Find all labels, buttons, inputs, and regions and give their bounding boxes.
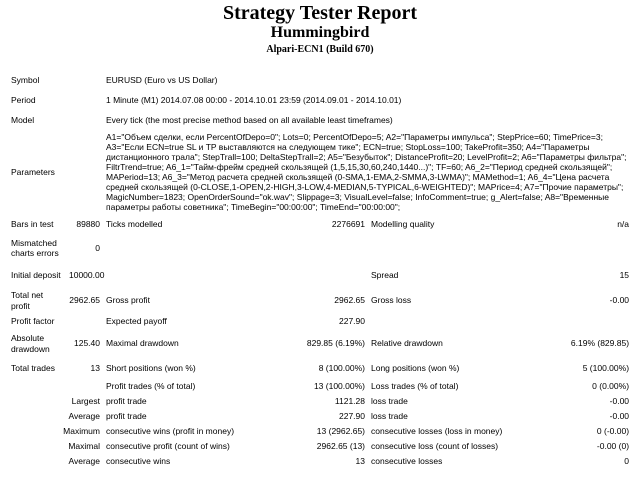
symbol-value: EURUSD (Euro vs US Dollar): [106, 74, 218, 85]
period-value: 1 Minute (M1) 2014.07.08 00:00 - 2014.10.01 23:59 (2014.09.01 - 2014.10.01): [106, 94, 402, 105]
row-profit-factor: [8, 313, 632, 330]
average-profit-value: 227.90: [339, 411, 365, 422]
server-build: Alpari-ECN1 (Build 670): [266, 44, 374, 55]
ticks-value: 2276691: [331, 218, 365, 229]
maximal-profit-value: 2962.65 (13): [316, 441, 365, 452]
deposit-value: 10000.00: [69, 269, 105, 280]
largest-profit-value: 1121.28: [334, 396, 365, 407]
average-loss-value: -0.00: [609, 411, 630, 422]
row-average: [8, 409, 632, 424]
row-symbol: [8, 70, 632, 90]
loss-trades-value: 0 (0.00%): [592, 381, 630, 392]
loss-trades-label: Loss trades (% of total): [371, 381, 459, 392]
gross-loss-label: Gross loss: [371, 295, 412, 306]
parameters-value: A1="Объем сделки, если PercentOfDepo=0"; Lots=0; PercentOfDepo=5; A2="Параметры импульса"; StepPrice=60; TimePrice=3; A3="Если ECN=true SL и TP выставляются на следующем тике"; ECN=true; StopLoss=100; TakeProfit=350; A4="Параметры дистанционного трала"; StepTrall=100; DeltaStepTrall=2; A5="Безубыток"; DistanceProfit=20; LevelProfit=2; A6="Параметры фильтра"; FiltrTrend=true; A6_1="Тайм-фрейм средней скользящей (1,5,15,30,60,240,1440...)"; TF=60; A6_2="Период средней скользящей"; MAPeriod=13; A6_3="Метод расчета средней скользящей (0-SMA,1-EMA,2-SMMA,3-LWMA)"; MAMethod=1; A6_4="Цена расчета средней скользящей (0-CLOSE,1-OPEN,2-HIGH,3-LOW,4-MEDIAN,5-TYPICAL,6-WEIGHTED)"; MAPrice=4; A7="Прочие параметры"; MagicNumber=1823; OpenOrderSound="ok.wav"; Slippage=3; VisualLevel=false; InfoComment=true; g_Alert=false; A8="Временные параметры работы советника"; TimeBegin="00:00:00"; TimeEnd="00:00:00";: [106, 132, 627, 212]
avg-cons-losses-value: 0: [624, 456, 630, 467]
profit-factor-label: Profit factor: [11, 316, 55, 327]
average-loss-label: loss trade: [371, 411, 408, 422]
largest-label: Largest: [71, 396, 100, 407]
row-period: [8, 90, 632, 110]
report-title: Strategy Tester Report: [222, 2, 418, 24]
max-drawdown-label: Maximal drawdown: [106, 338, 179, 349]
gross-loss-value: -0.00: [609, 295, 630, 306]
average-profit-label: profit trade: [106, 411, 147, 422]
expected-payoff-label: Expected payoff: [106, 316, 167, 327]
expected-payoff-value: 227.90: [339, 316, 365, 327]
largest-loss-label: loss trade: [371, 396, 408, 407]
short-value: 8 (100.00%): [318, 362, 365, 373]
rel-drawdown-value: 6.19% (829.85): [570, 338, 630, 349]
quality-value: n/a: [617, 218, 630, 229]
row-average-consecutive: [8, 454, 632, 469]
maximal-profit-label: consecutive profit (count of wins): [106, 441, 230, 452]
model-value: Every tick (the most precise method based on all available least timeframes): [106, 114, 393, 125]
row-largest: [8, 394, 632, 409]
row-parameters: [8, 130, 632, 214]
max-wins-label: consecutive wins (profit in money): [106, 426, 235, 437]
model-label: Model: [11, 114, 35, 125]
row-model: [8, 110, 632, 130]
avg-cons-wins-label: consecutive wins: [106, 456, 171, 467]
bars-value: 89880: [76, 218, 100, 229]
parameters-label: Parameters: [11, 166, 55, 177]
long-value: 5 (100.00%): [582, 362, 630, 373]
avg-cons-losses-label: consecutive losses: [371, 456, 443, 467]
row-trades: [8, 357, 632, 379]
netprofit-label: Total net profit: [11, 290, 44, 311]
row-drawdown: [8, 330, 632, 357]
maximal-loss-value: -0.00 (0): [596, 441, 630, 452]
max-losses-label: consecutive losses (loss in money): [371, 426, 503, 437]
quality-label: Modelling quality: [371, 218, 435, 229]
profit-trades-value: 13 (100.00%): [313, 381, 365, 392]
spread-value: 15: [619, 269, 630, 280]
row-profit-trades: [8, 379, 632, 394]
mismatch-label: Mismatched charts errors: [11, 237, 59, 258]
netprofit-value: 2962.65: [69, 295, 100, 306]
row-deposit: [8, 262, 632, 288]
spread-label: Spread: [371, 269, 399, 280]
row-mismatch: [8, 234, 632, 262]
max-wins-value: 13 (2962.65): [316, 426, 365, 437]
gross-profit-label: Gross profit: [106, 295, 150, 306]
total-trades-value: 13: [90, 362, 100, 373]
profit-trades-label: Profit trades (% of total): [106, 381, 196, 392]
expert-name: Hummingbird: [270, 24, 370, 41]
period-label: Period: [11, 94, 36, 105]
symbol-label: Symbol: [11, 74, 40, 85]
mismatch-value: 0: [95, 242, 100, 253]
deposit-label: Initial deposit: [11, 269, 61, 280]
largest-profit-label: profit trade: [106, 396, 147, 407]
max-drawdown-value: 829.85 (6.19%): [306, 338, 365, 349]
average-label: Average: [68, 411, 100, 422]
abs-drawdown-label: Absolute drawdown: [11, 333, 50, 354]
largest-loss-value: -0.00: [609, 396, 630, 407]
row-maximum: [8, 424, 632, 439]
ticks-label: Ticks modelled: [106, 218, 163, 229]
report-table: [8, 70, 632, 469]
maximal-loss-label: consecutive loss (count of losses): [371, 441, 499, 452]
row-bars: [8, 214, 632, 234]
rel-drawdown-label: Relative drawdown: [371, 338, 443, 349]
gross-profit-value: 2962.65: [334, 295, 365, 306]
maximum-label: Maximum: [63, 426, 100, 437]
maximal-label: Maximal: [68, 441, 100, 452]
short-label: Short positions (won %): [106, 362, 196, 373]
bars-label: Bars in test: [11, 218, 54, 229]
row-maximal: [8, 439, 632, 454]
total-trades-label: Total trades: [11, 362, 55, 373]
avg-cons-label: Average: [68, 456, 100, 467]
max-losses-value: 0 (-0.00): [596, 426, 630, 437]
abs-drawdown-value: 125.40: [74, 338, 100, 349]
avg-cons-wins-value: 13: [355, 456, 365, 467]
long-label: Long positions (won %): [371, 362, 460, 373]
row-netprofit: [8, 288, 632, 313]
